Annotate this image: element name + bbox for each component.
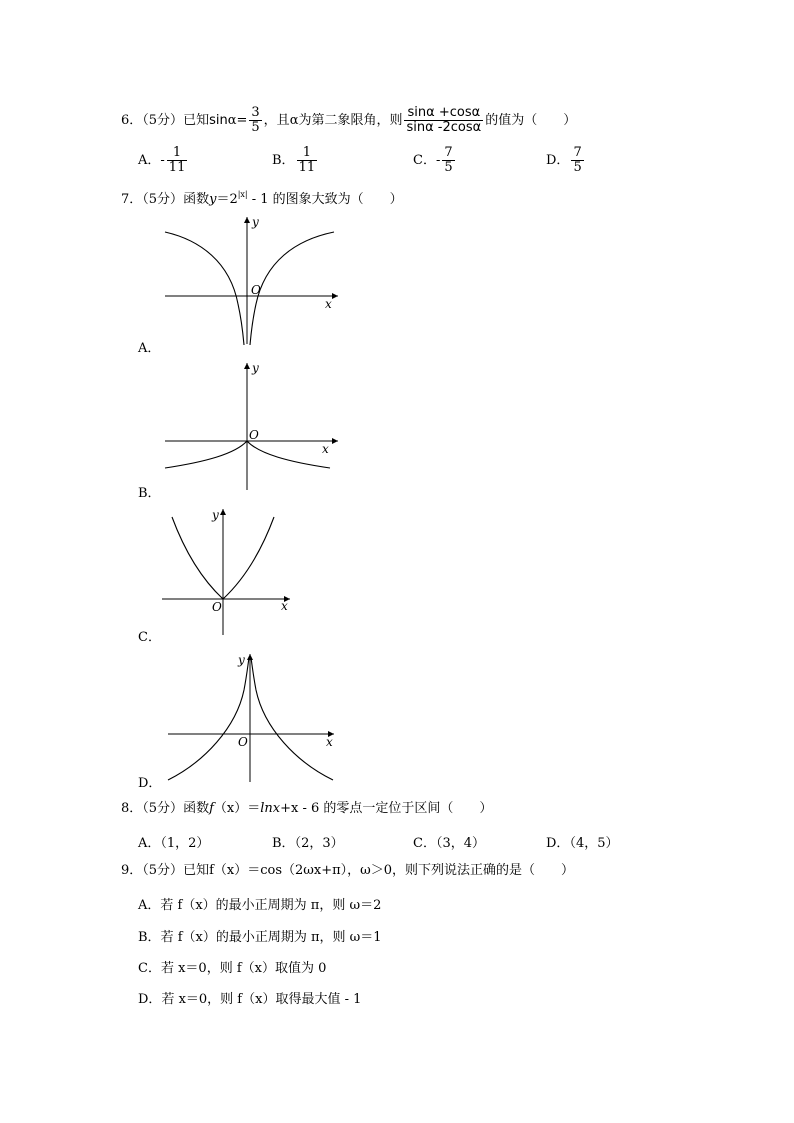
q7-text-b: - 1 的图象大致为（ ） [247,192,403,207]
q9-option-b[interactable] [138,926,382,945]
graph-b-svg [160,358,345,493]
q9-number: 9． [121,863,143,878]
q6-sin-fraction [249,106,261,135]
option-num: 7 [573,145,582,160]
option-label: C． [413,836,436,851]
q7-score: （5分） [142,192,184,207]
q7-option-b[interactable]: B． [138,486,161,501]
q7-graph-c [158,505,298,640]
q6-eq: = [236,113,248,128]
option-num: 7 [444,145,453,160]
curve-left [168,658,249,780]
curve-left [165,232,244,345]
q6-text-b: ，且 [263,113,290,128]
option-label: D． [546,153,570,168]
origin-label: O [238,735,248,749]
option-text: 若 f（x）的最小正周期为 π，则 ω＝1 [160,930,382,945]
option-den: 5 [444,160,453,175]
graph-a-svg [160,212,345,352]
q7-number: 7． [121,192,143,207]
x-label: x [326,735,333,749]
option-label: B． [138,930,161,945]
q7-eq: ＝2 [216,192,238,207]
q6-big-num: sinα +cosα [404,106,483,121]
q9-text: 已知f（x）＝cos（2ωx+π），ω＞0，则下列说法正确的是（ ） [183,863,574,878]
option-label: C． [413,153,436,168]
q9-option-a[interactable] [138,894,381,913]
curve-left [165,441,247,468]
option-fraction [167,146,188,175]
y-arrow [244,217,250,223]
option-text: 若 x＝0，则 f（x）取值为 0 [160,961,327,976]
y-label: y [238,653,245,667]
option-text: 若 x＝0，则 f（x）取得最大值 - 1 [161,992,362,1007]
option-num: 1 [167,146,188,161]
q8-text-b: +x - 6 的零点一定位于区间（ ） [280,801,493,816]
q6-alpha: α [227,113,237,128]
q8-lnx: lnx [260,801,281,816]
q9-option-c[interactable] [138,957,326,976]
q7-text-a: 函数 [183,192,210,207]
option-sign: - [435,153,441,168]
curve-right [250,232,334,345]
q8-option-b[interactable] [272,832,344,851]
option-label: D． [546,836,570,851]
x-label: x [322,442,329,456]
q6-text-c: 为第二象限角，则 [298,113,403,128]
q7-stem [121,187,403,208]
q6-sin: sin [209,113,228,128]
q8-stem [121,801,492,817]
origin-label: O [251,283,261,297]
q6-frac-den: 5 [251,120,260,135]
x-arrow [332,293,338,299]
q8-score: （5分） [142,801,184,816]
q9-score: （5分） [142,863,184,878]
option-text: （3，4） [435,836,485,851]
x-label: x [281,599,288,613]
q6-option-c[interactable] [413,146,457,175]
origin-label: O [249,428,259,442]
q6-big-fraction [404,106,483,135]
option-den: 11 [168,160,186,175]
option-fraction [442,146,454,175]
option-label: B． [272,836,295,851]
q6-option-b[interactable] [272,146,319,175]
graph-d-svg [164,650,344,785]
q8-option-d[interactable] [546,832,618,851]
q6-score: （5分） [142,113,184,128]
x-label: x [325,297,332,311]
option-fraction [297,146,318,175]
q7-y: y [209,192,217,207]
y-arrow [247,654,253,660]
curve-right [223,517,274,599]
option-num: 1 [297,146,318,161]
option-text: 若 f（x）的最小正周期为 π，则 ω＝2 [160,898,382,913]
option-label: A． [138,153,161,168]
q7-graph-a [160,212,345,352]
q6-alpha-2: α [289,113,299,128]
q8-text-a: 函数 [183,801,210,816]
q7-option-a[interactable]: A． [138,341,161,356]
option-label: D． [138,992,162,1007]
y-arrow [220,509,226,515]
y-label: y [252,215,259,229]
q6-option-d[interactable] [546,146,586,175]
q8-f: f [209,801,214,816]
curve-left [172,517,223,599]
q8-option-c[interactable] [413,832,485,851]
q7-graph-b [160,358,345,493]
option-fraction [571,146,583,175]
q7-option-c[interactable]: C． [138,630,161,645]
q6-stem [121,106,576,135]
curve-right [247,441,330,468]
q8-option-a[interactable] [138,832,209,851]
q6-option-a[interactable] [138,146,189,175]
option-label: A． [138,836,161,851]
option-den: 5 [573,160,582,175]
y-label: y [212,508,219,522]
option-text: （2，3） [294,836,344,851]
x-arrow [332,438,338,444]
q6-number: 6． [121,113,143,128]
q9-stem [121,863,574,879]
q8-number: 8． [121,801,143,816]
q7-exponent: |x| [237,190,248,199]
q7-option-d[interactable]: D． [138,776,162,791]
option-text: （1，2） [160,836,210,851]
q6-text-a: 已知 [183,113,210,128]
curve-right [251,658,333,780]
q9-option-d[interactable] [138,988,361,1007]
option-label: A． [138,898,161,913]
q8-eq: ＝ [247,801,261,816]
option-label: C． [138,961,161,976]
option-sign: - [160,153,165,168]
q7-graph-d [164,650,344,785]
graph-c-svg [158,505,298,640]
q6-frac-num: 3 [251,105,260,120]
q6-big-den: sinα -2cosα [406,120,482,135]
option-text: （4，5） [569,836,619,851]
option-label: B． [272,153,295,168]
q8-paren-x: （x） [213,801,248,816]
y-arrow [244,363,250,369]
y-label: y [252,361,259,375]
option-den: 11 [298,160,316,175]
q6-text-d: 的值为（ ） [485,113,577,128]
origin-label: O [212,600,222,614]
